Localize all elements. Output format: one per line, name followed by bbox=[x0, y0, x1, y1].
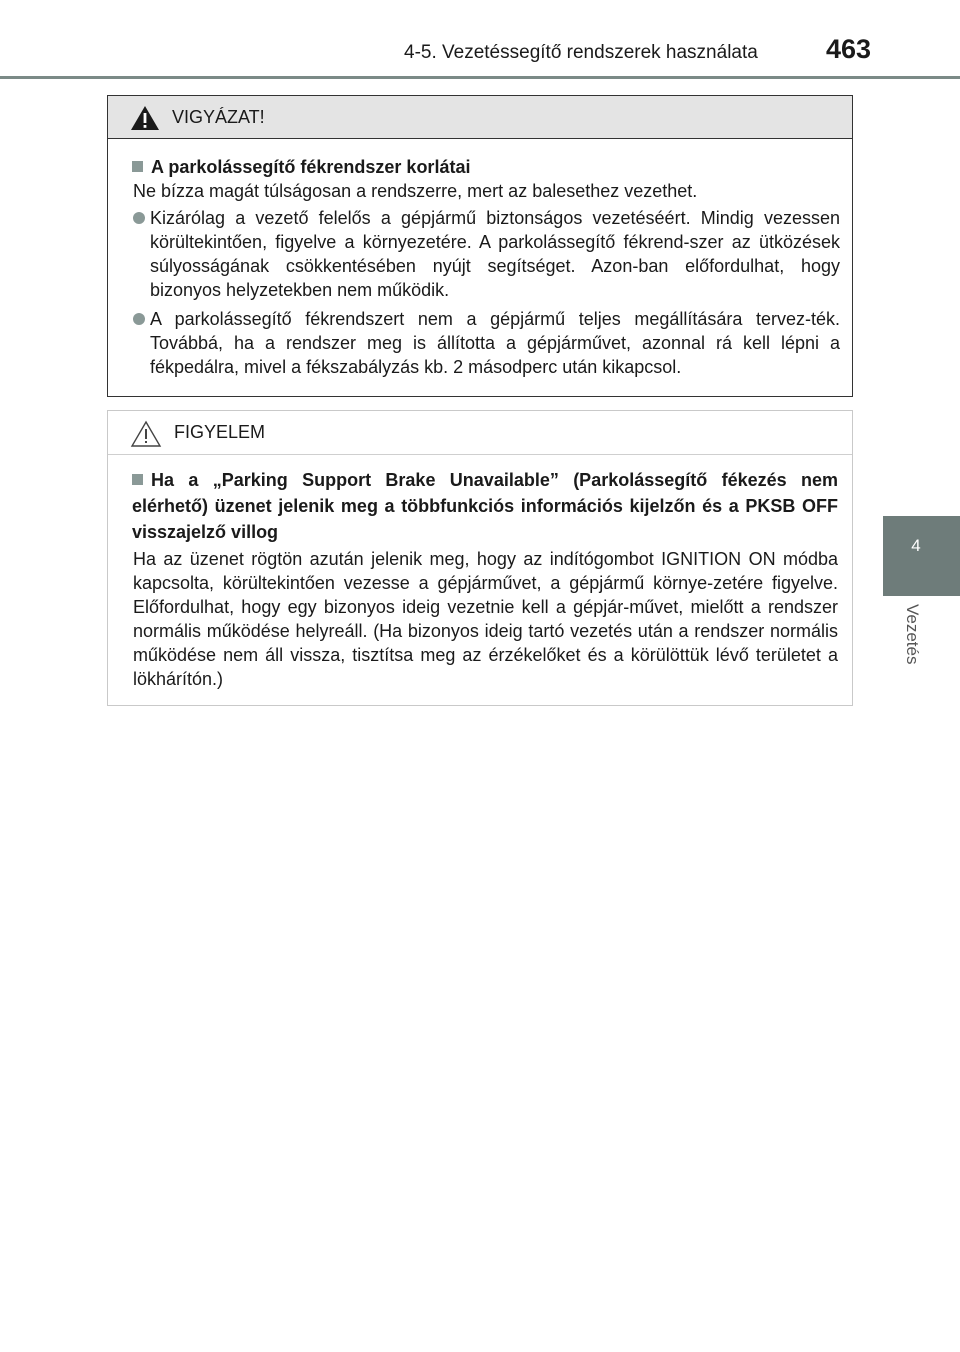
chapter-tab-number: 4 bbox=[911, 536, 921, 555]
warning-box bbox=[107, 95, 853, 397]
warning-intro: Ne bízza magát túlságosan a rendszerre, mert az balesethez vezethet. bbox=[133, 181, 698, 201]
chapter-tab[interactable] bbox=[883, 516, 960, 596]
round-bullet-icon bbox=[133, 313, 145, 325]
warning-bullet-1-text: Kizárólag a vezető felelős a gépjármű biztonságos vezetéséért. Mindig vezessen körültekintően, figyelve a környezetére. A parkolássegítő fékrend-szer az ütközések súlyosságának csökkentésében nyújt segítséget. Azon-ban előfordulhat, hogy bizonyos helyzetekben nem működik. bbox=[150, 208, 840, 300]
header-rule bbox=[0, 76, 960, 79]
square-bullet-icon bbox=[132, 161, 143, 172]
warning-heading-text: A parkolássegítő fékrendszer korlátai bbox=[151, 157, 471, 177]
page-number: 463 bbox=[826, 34, 872, 64]
notice-body: Ha az üzenet rögtön azután jelenik meg, hogy az indítógombot IGNITION ON módba kapcsolta, körültekintően vezesse a gépjárművet, a gépjármű környe-zetére figyelve. Előfordulhat, hogy egy bizonyos ideig vezetnie kell a gépjár-művet, mielőtt a rendszer normális működése helyreáll. (Ha bizonyos ideig tartó vezetés után a rendszer normális működése nem áll vissza, tisztítsa meg az érzékelőket és a körülöttük lévő területet a lökhárítón.) bbox=[133, 549, 838, 689]
notice-heading bbox=[132, 467, 838, 545]
warning-triangle-outline-icon bbox=[130, 420, 162, 453]
header-section-title: 4-5. Vezetéssegítő rendszerek használata bbox=[404, 42, 758, 63]
warning-triangle-filled-icon bbox=[130, 105, 160, 136]
notice-box bbox=[107, 410, 853, 706]
square-bullet-icon bbox=[132, 474, 143, 485]
warning-box-header bbox=[108, 96, 852, 139]
warning-bullet-2-text: A parkolássegítő fékrendszert nem a gépjármű teljes megállítására tervez-ték. Továbbá, ha a rendszer meg is állította a gépjárművet, azonnal rá kell lépni a fékpedálra, mivel a fékszabályzás kb. 2 másodperc után kikapcsol. bbox=[150, 309, 840, 377]
notice-box-header bbox=[108, 411, 852, 455]
warning-box-title: VIGYÁZAT! bbox=[172, 107, 265, 127]
notice-box-title: FIGYELEM bbox=[174, 422, 266, 442]
notice-heading-text: Ha a „Parking Support Brake Unavailable” (Parkolássegítő fékezés nem elérhető) üzenet jelenik meg a többfunkciós információs kijelzőn és a PKSB OFF visszajelző villog bbox=[132, 470, 838, 542]
warning-bullet-1 bbox=[133, 206, 840, 302]
round-bullet-icon bbox=[133, 212, 145, 224]
chapter-tab-label: Vezetés bbox=[903, 604, 922, 665]
warning-bullet-2 bbox=[133, 307, 840, 379]
warning-heading bbox=[132, 154, 838, 180]
